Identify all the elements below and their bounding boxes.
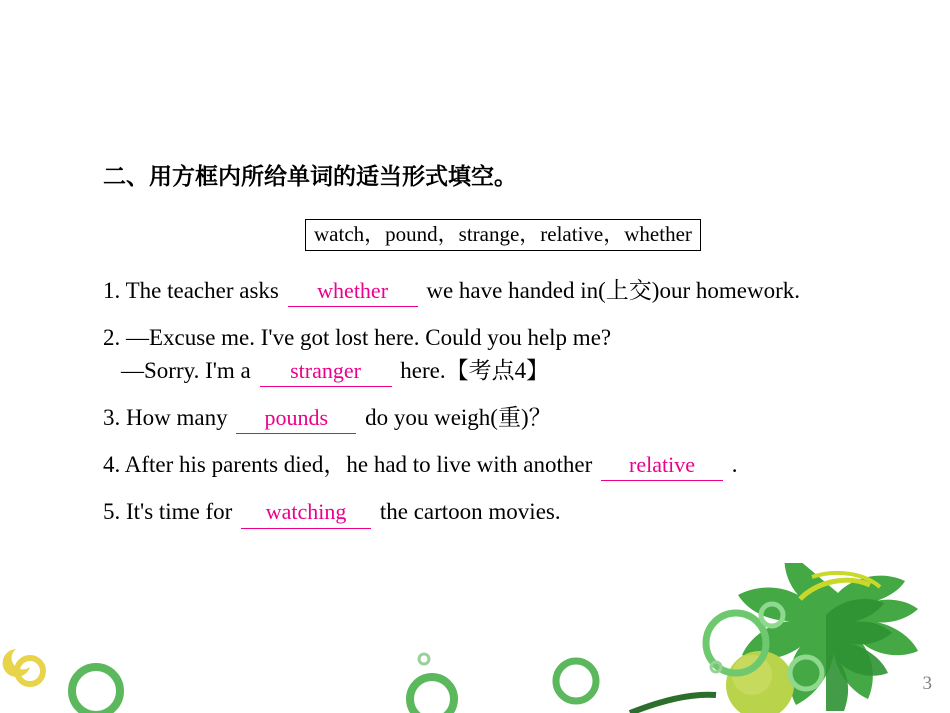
answer-blank-5[interactable]: watching xyxy=(241,497,371,528)
question-text-post-5: the cartoon movies. xyxy=(379,499,561,525)
question-item-4 xyxy=(103,450,903,481)
question-number-1: 1. xyxy=(103,278,121,303)
question-text-pre-3: How many xyxy=(126,405,228,431)
page-number: 3 xyxy=(922,673,932,694)
answer-blank-1[interactable]: whether xyxy=(288,276,418,307)
question-line2-post-2: here.【考点4】 xyxy=(400,358,550,384)
question-item-2 xyxy=(103,323,903,387)
question-number-5: 5. xyxy=(103,499,121,525)
question-text-post-3: do you weigh(重)？ xyxy=(365,405,552,431)
question-number-4: 4. xyxy=(103,452,121,478)
word-bank-box: watch，pound，strange，relative，whether xyxy=(305,219,701,251)
question-item-1 xyxy=(103,276,903,307)
question-item-3 xyxy=(103,403,903,434)
question-text-pre-5: It's time for xyxy=(126,499,233,525)
question-text-post-4: . xyxy=(731,452,738,478)
question-line2-pre-2: —Sorry. I'm a xyxy=(121,358,251,384)
decorative-footer-graphic xyxy=(0,563,950,713)
section-heading: 二、用方框内所给单词的适当形式填空。 xyxy=(103,164,517,190)
question-text-pre-2: —Excuse me. I've got lost here. Could you help me? xyxy=(126,325,612,351)
question-number-2: 2. xyxy=(103,325,121,351)
question-item-5 xyxy=(103,497,903,528)
answer-blank-2[interactable]: stranger xyxy=(260,356,392,387)
answer-blank-3[interactable]: pounds xyxy=(236,403,356,434)
question-list xyxy=(103,276,903,545)
question-number-3: 3. xyxy=(103,405,121,431)
question-line2-2 xyxy=(121,356,903,387)
question-text-pre-4: After his parents died，he had to live with another xyxy=(124,452,593,478)
question-text-post-1: we have handed in(上交)our homework. xyxy=(426,278,800,303)
answer-blank-4[interactable]: relative xyxy=(601,450,723,481)
question-text-pre-1: The teacher asks xyxy=(125,278,279,303)
